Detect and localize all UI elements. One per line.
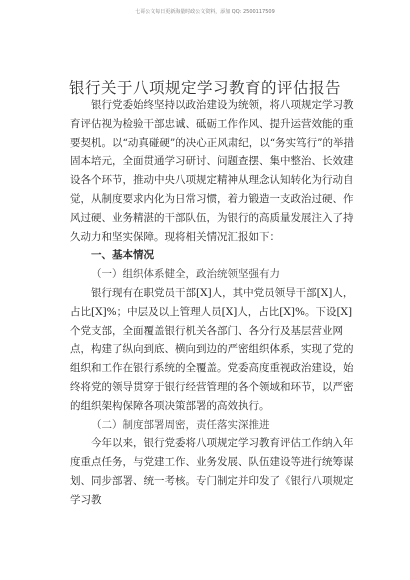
body-paragraph: 今年以来，银行党委将八项规定学习教育评估工作纳入年度重点任务，与党建工作、业务发展、队伍建设等进行统筹谋划、同步部署、统一考核。专门制定并印发了《银行八项规定学习教 [70, 437, 354, 506]
header-note: 七哥公文每日更新海量时政公文资料，添加 QQ: 2500117509 [135, 9, 275, 15]
page-title: 银行关于八项规定学习教育的评估报告 [68, 79, 341, 97]
body-paragraph: 银行现有在职党员干部[X]人，其中党员领导干部[X]人，占比[X]%；中层及以上管理人员[X]人，占比[X]%。下设[X]个党支部，全面覆盖银行机关各部门、各分行及基层营业网点，构建了纵向到底、横向到边的严密组织体系，实现了党的组织和工作在银行系统的全覆盖。党委高度重视政治建设，始终将党的领导贯穿于银行经营管理的各个领域和环节，以严密的组织架构保障各项决策部署的高效执行。 [70, 286, 354, 412]
document-body [70, 96, 360, 510]
subsection-heading: （二）制度部署周密，责任落实深推进 [91, 418, 270, 431]
subsection-heading: （一）组织体系健全，政治统领坚强有力 [91, 268, 280, 281]
section-heading: 一、基本情况 [91, 249, 154, 262]
intro-paragraph: 银行党委始终坚持以政治建设为统领，将八项规定学习教育评估视为检验干部忠诚、砥砺工作作风、提升运营效能的重要契机。以“动真碰硬”的决心正风肃纪，以“务实笃行”的举措固本培元，全面贯通学习研讨、问题查摆、集中整治、长效建设各个环节，推动中央八项规定精神从理念认知转化为行动自觉，从制度要求内化为日常习惯，着力锻造一支政治过硬、作风过硬、业务精湛的干部队伍，为银行的高质量发展注入了持久动力和坚实保障。现将相关情况汇报如下： [70, 99, 354, 243]
